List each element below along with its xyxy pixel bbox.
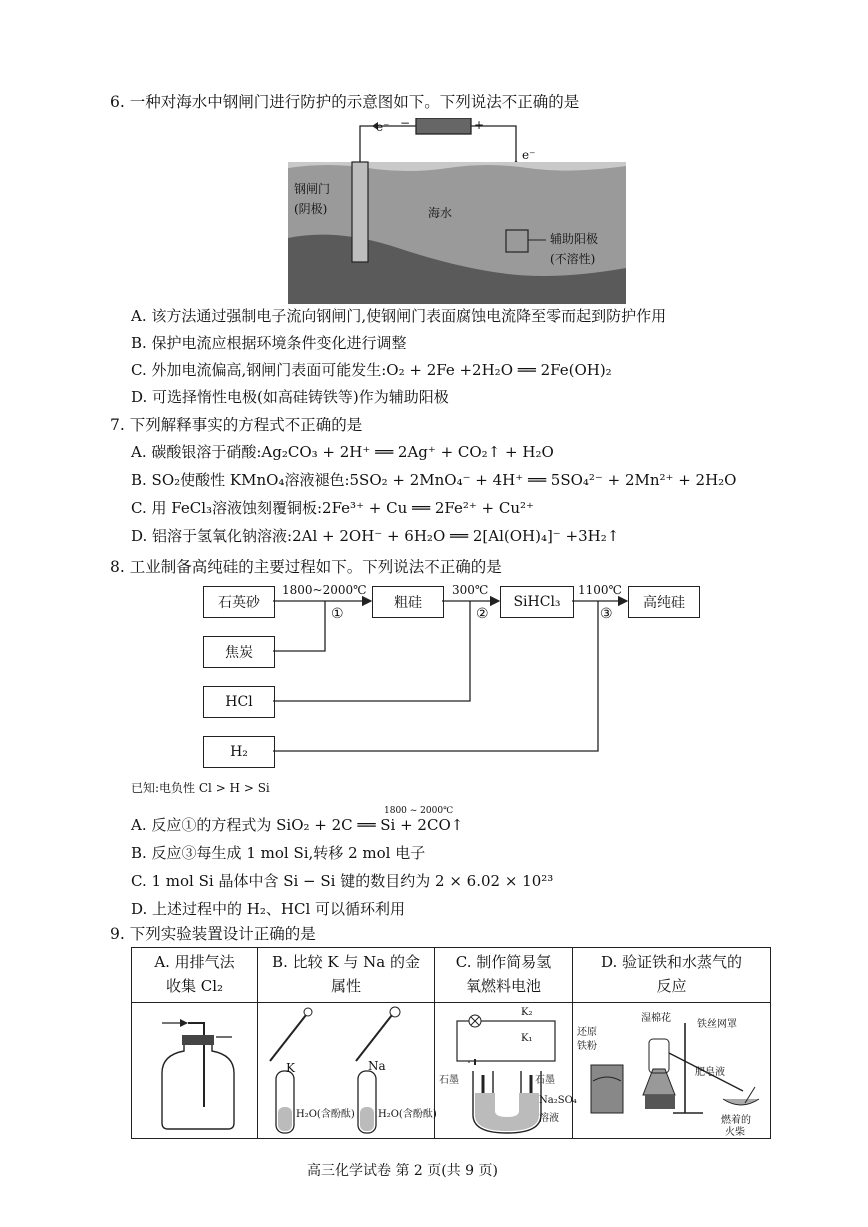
q6-stem: 6. 一种对海水中钢闸门进行防护的示意图如下。下列说法不正确的是 <box>110 93 580 111</box>
sodium-label: Na <box>368 1059 386 1073</box>
q9-cell-a-figure <box>132 1003 258 1139</box>
potassium-label: K <box>286 1061 295 1075</box>
reduced-iron-label: 还原 <box>577 1027 597 1038</box>
q7-stem: 7. 下列解释事实的方程式不正确的是 <box>110 416 363 434</box>
wet-cotton-label: 湿棉花 <box>641 1013 671 1024</box>
graphite-left-label: 石墨 <box>439 1075 459 1086</box>
flow-box-pure-silicon: 高纯硅 <box>628 586 700 618</box>
q9-apparatus-table <box>131 947 771 1139</box>
flow-step-3: ③ <box>600 606 613 622</box>
q9-cell-d-figure <box>573 1003 771 1139</box>
q9-cell-b-head: B. 比较 K 与 Na 的金 属性 <box>258 948 435 1003</box>
minus-terminal-label: − <box>400 116 411 130</box>
anode-label: 辅助阳极 <box>550 232 599 246</box>
q9-cell-b-figure <box>258 1003 435 1139</box>
gate-label: 钢闸门 <box>294 182 331 196</box>
flow-condition-1: 1800~2000℃ <box>282 583 367 597</box>
gate-cathode-label: (阴极) <box>294 202 328 216</box>
q9-cell-d-head: D. 验证铁和水蒸气的 反应 <box>573 948 771 1003</box>
water-phenolphthalein-label-1: H₂O(含酚酞) <box>296 1109 355 1120</box>
q7-option-c: C. 用 FeCl₃溶液蚀刻覆铜板:2Fe³⁺ + Cu ══ 2Fe²⁺ + Cu²⁺ <box>131 499 534 517</box>
q9-cell-a-head: A. 用排气法 收集 Cl₂ <box>132 948 258 1003</box>
flow-step-2: ② <box>476 606 489 622</box>
flow-box-hcl: HCl <box>203 686 275 718</box>
q7-option-d: D. 铝溶于氢氧化钠溶液:2Al + 2OH⁻ + 6H₂O ══ 2[Al(OH)₄]⁻ +3H₂↑ <box>131 527 620 545</box>
flow-box-h2: H₂ <box>203 736 275 768</box>
switch-k2-label: K₂ <box>521 1007 533 1018</box>
q9-stem: 9. 下列实验装置设计正确的是 <box>110 925 316 943</box>
switch-k1-label: K₁ <box>521 1033 533 1044</box>
flow-box-quartz-sand: 石英砂 <box>203 586 275 618</box>
q8-option-a-condition: 1800 ~ 2000℃ <box>384 806 454 816</box>
flow-box-sihcl3: SiHCl₃ <box>500 586 574 618</box>
plus-terminal-label: + <box>474 118 485 132</box>
q7-option-b: B. SO₂使酸性 KMnO₄溶液褪色:5SO₂ + 2MnO₄⁻ + 4H⁺ ══ 5SO₄²⁻ + 2Mn²⁺ + 2H₂O <box>131 471 737 489</box>
q8-option-a: A. 反应①的方程式为 SiO₂ + 2C ══ Si + 2CO↑ <box>131 816 464 834</box>
flow-box-crude-silicon: 粗硅 <box>372 586 444 618</box>
q6-option-d: D. 可选择惰性电极(如高硅铸铁等)作为辅助阳极 <box>131 388 449 406</box>
q9-cell-c-figure <box>435 1003 577 1139</box>
sea-label: 海水 <box>428 206 453 220</box>
q6-option-c: C. 外加电流偏高,钢闸门表面可能发生:O₂ + 2Fe +2H₂O ══ 2Fe(OH)₂ <box>131 361 612 379</box>
q6-option-b: B. 保护电流应根据环境条件变化进行调整 <box>131 334 407 352</box>
flow-step-1: ① <box>331 606 344 622</box>
sodium-sulfate-label: Na₂SO₄ <box>539 1095 577 1106</box>
page-footer: 高三化学试卷 第 2 页(共 9 页) <box>307 1163 498 1179</box>
burning-match-label: 燃着的 <box>721 1115 751 1126</box>
flow-box-coke: 焦炭 <box>203 636 275 668</box>
electron-right-label: e⁻ <box>522 148 536 162</box>
electron-left-label: e⁻ <box>376 120 390 134</box>
q8-known-note: 已知:电负性 Cl > H > Si <box>131 781 270 795</box>
flow-condition-3: 1100℃ <box>578 583 622 597</box>
q6-option-a: A. 该方法通过强制电子流向钢闸门,使钢闸门表面腐蚀电流降至零而起到防护作用 <box>131 307 667 325</box>
q8-stem: 8. 工业制备高纯硅的主要过程如下。下列说法不正确的是 <box>110 558 502 576</box>
flow-condition-2: 300℃ <box>452 583 489 597</box>
wire-mesh-label: 铁丝网罩 <box>697 1019 737 1030</box>
soap-solution-label: 肥皂液 <box>695 1067 725 1078</box>
graphite-right-label: 石墨 <box>535 1075 555 1086</box>
q7-option-a: A. 碳酸银溶于硝酸:Ag₂CO₃ + 2H⁺ ══ 2Ag⁺ + CO₂↑ + H₂O <box>131 443 554 461</box>
solution-label: 溶液 <box>539 1113 559 1124</box>
gas-bottle-figure <box>132 1003 257 1138</box>
q8-option-b: B. 反应③每生成 1 mol Si,转移 2 mol 电子 <box>131 844 426 862</box>
iron-powder-label: 铁粉 <box>577 1041 597 1052</box>
match-label: 火柴 <box>725 1127 745 1138</box>
water-phenolphthalein-label-2: H₂O(含酚酞) <box>378 1109 437 1120</box>
q8-option-d: D. 上述过程中的 H₂、HCl 可以循环利用 <box>131 900 406 918</box>
q8-option-c: C. 1 mol Si 晶体中含 Si − Si 键的数目约为 2 × 6.02 × 10²³ <box>131 872 554 890</box>
q9-cell-c-head: C. 制作简易氢 氧燃料电池 <box>435 948 573 1003</box>
anode-insoluble-label: (不溶性) <box>550 252 596 266</box>
